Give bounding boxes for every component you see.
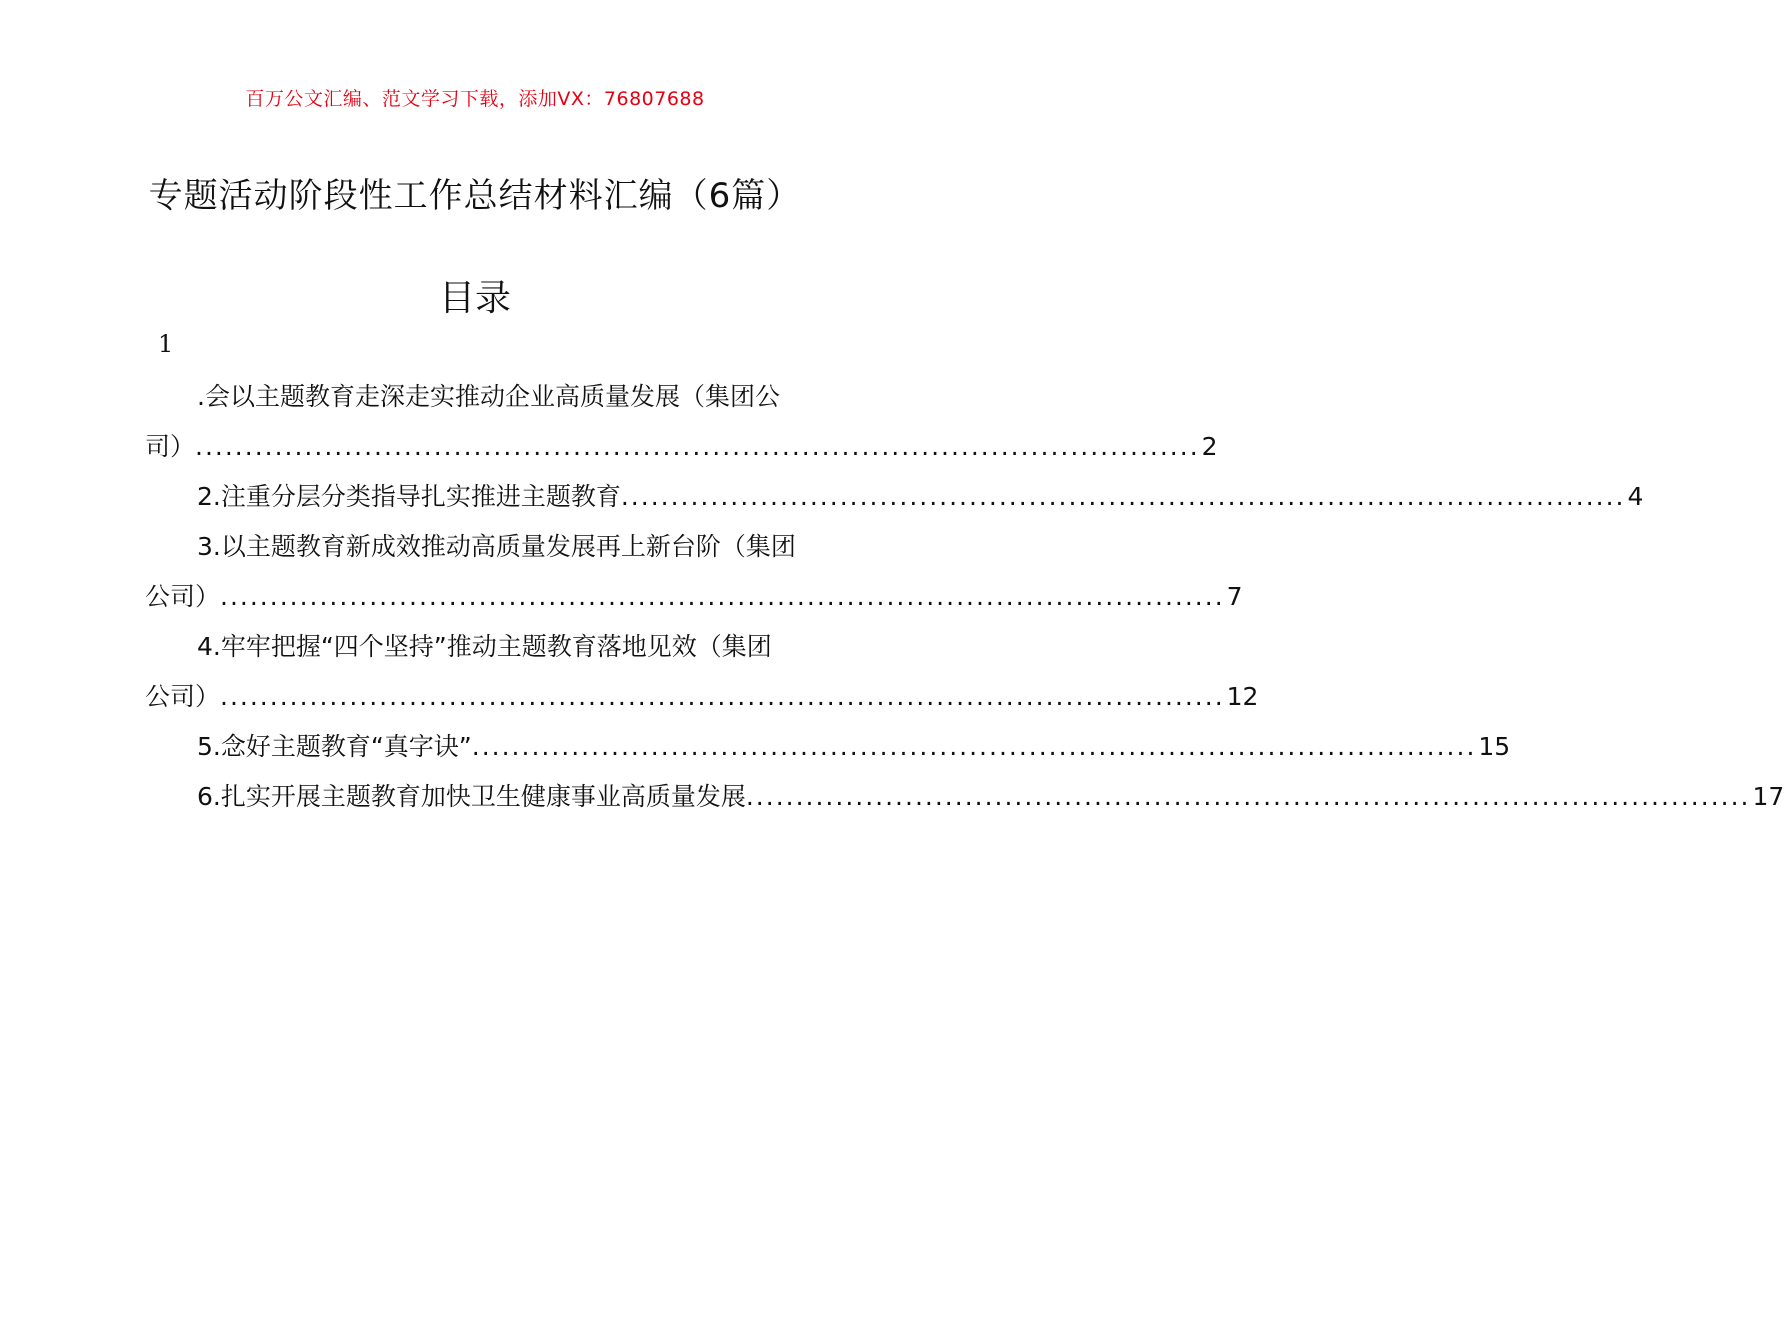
dot-leader: .....................................................................................................	[220, 582, 1225, 611]
dot-leader: .....................................................................................................	[745, 782, 1751, 811]
toc-entry-3-line1[interactable]	[145, 522, 805, 572]
section-marker: 1	[158, 330, 174, 358]
table-of-contents	[145, 372, 1784, 822]
toc-page-number: 15	[1478, 732, 1511, 761]
toc-entry-2[interactable]	[145, 472, 1644, 522]
toc-entry-6[interactable]	[145, 772, 1784, 822]
toc-entry-1-line1[interactable]	[145, 372, 805, 422]
dot-leader: .....................................................................................................	[620, 482, 1626, 511]
document-title: 专题活动阶段性工作总结材料汇编（6篇）	[148, 176, 802, 216]
toc-entry-1-line2[interactable]	[145, 422, 1218, 472]
toc-entry-title-cont: 公司）	[145, 682, 221, 711]
toc-entry-title: 4.牢牢把握“四个坚持”推动主题教育落地见效（集团	[197, 632, 772, 661]
toc-entry-3-line2[interactable]	[145, 572, 1243, 622]
toc-page-number: 12	[1226, 682, 1259, 711]
dot-leader: .....................................................................................................	[220, 682, 1225, 711]
toc-entry-title: 3.以主题教育新成效推动高质量发展再上新台阶（集团	[197, 532, 796, 561]
toc-entry-title: 5.念好主题教育“真字诀”	[197, 732, 472, 761]
toc-entry-title-cont: 司）	[145, 432, 196, 461]
toc-entry-title: 2.注重分层分类指导扎实推进主题教育	[197, 482, 621, 511]
toc-page-number: 7	[1226, 582, 1243, 611]
toc-entry-4-line2[interactable]	[145, 672, 1259, 722]
toc-entry-title: 6.扎实开展主题教育加快卫生健康事业高质量发展	[197, 782, 746, 811]
dot-leader: .....................................................................................................	[195, 432, 1200, 461]
header-notice: 百万公文汇编、范文学习下载，添加VX：76807688	[245, 88, 705, 110]
toc-page-number: 2	[1201, 432, 1218, 461]
toc-entry-title-cont: 公司）	[145, 582, 221, 611]
toc-page-number: 4	[1627, 482, 1644, 511]
toc-entry-5[interactable]	[145, 722, 1511, 772]
toc-entry-4-line1[interactable]	[145, 622, 805, 672]
dot-leader: .....................................................................................................	[471, 732, 1477, 761]
toc-heading: 目录	[438, 278, 511, 319]
toc-page-number: 17	[1752, 782, 1784, 811]
toc-entry-title: .会以主题教育走深走实推动企业高质量发展（集团公	[197, 382, 780, 411]
